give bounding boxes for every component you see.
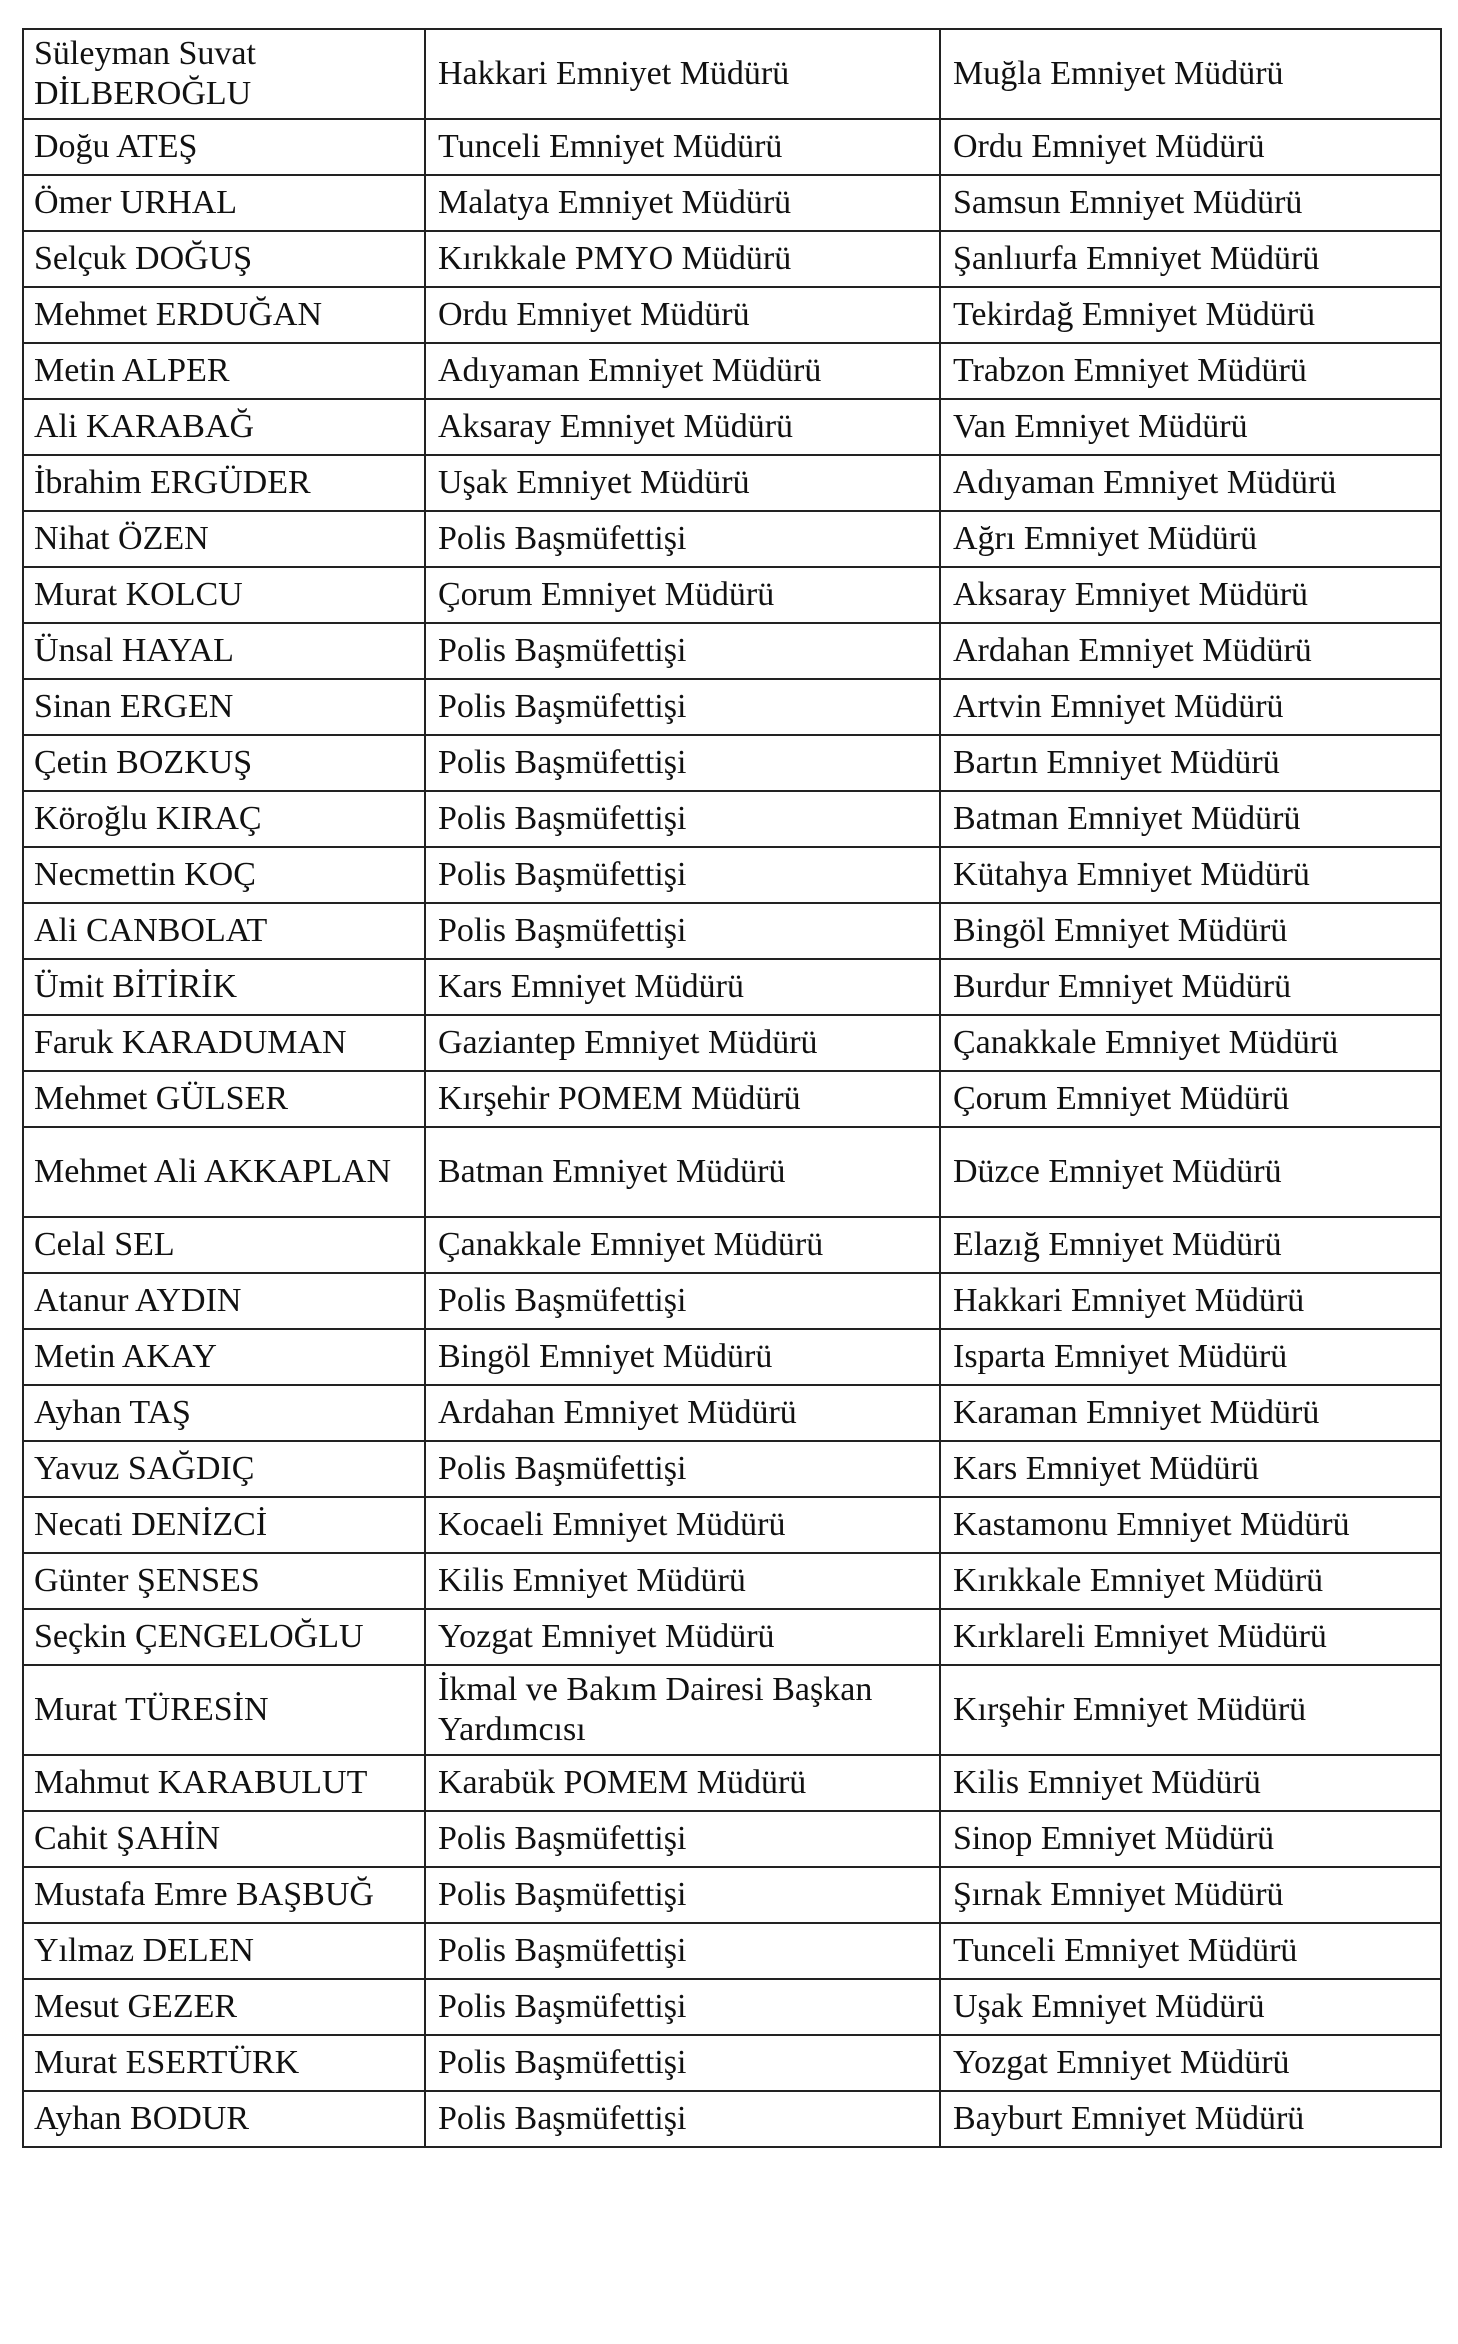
person-name-cell: Mehmet ERDUĞAN bbox=[23, 287, 425, 343]
new-post-cell: Ordu Emniyet Müdürü bbox=[940, 119, 1441, 175]
person-name-cell: Çetin BOZKUŞ bbox=[23, 735, 425, 791]
new-post-cell: Aksaray Emniyet Müdürü bbox=[940, 567, 1441, 623]
table-row bbox=[23, 1867, 1441, 1923]
current-post-cell: Polis Başmüfettişi bbox=[425, 2035, 940, 2091]
person-name-cell: Murat TÜRESİN bbox=[23, 1665, 425, 1755]
person-name-cell: Necmettin KOÇ bbox=[23, 847, 425, 903]
new-post-cell: Kırıkkale Emniyet Müdürü bbox=[940, 1553, 1441, 1609]
current-post-cell: Hakkari Emniyet Müdürü bbox=[425, 29, 940, 119]
new-post-cell: Kilis Emniyet Müdürü bbox=[940, 1755, 1441, 1811]
new-post-cell: Ağrı Emniyet Müdürü bbox=[940, 511, 1441, 567]
person-name-cell: Doğu ATEŞ bbox=[23, 119, 425, 175]
table-row bbox=[23, 567, 1441, 623]
current-post-cell: Ardahan Emniyet Müdürü bbox=[425, 1385, 940, 1441]
new-post-cell: Düzce Emniyet Müdürü bbox=[940, 1127, 1441, 1217]
new-post-cell: Muğla Emniyet Müdürü bbox=[940, 29, 1441, 119]
new-post-cell: Burdur Emniyet Müdürü bbox=[940, 959, 1441, 1015]
person-name-cell: Mehmet GÜLSER bbox=[23, 1071, 425, 1127]
person-name-cell: Ali CANBOLAT bbox=[23, 903, 425, 959]
table-row bbox=[23, 1329, 1441, 1385]
table-row bbox=[23, 1071, 1441, 1127]
new-post-cell: Kırklareli Emniyet Müdürü bbox=[940, 1609, 1441, 1665]
new-post-cell: Isparta Emniyet Müdürü bbox=[940, 1329, 1441, 1385]
current-post-cell: Karabük POMEM Müdürü bbox=[425, 1755, 940, 1811]
table-row bbox=[23, 1127, 1441, 1217]
table-row bbox=[23, 1441, 1441, 1497]
person-name-cell: Necati DENİZCİ bbox=[23, 1497, 425, 1553]
new-post-cell: Yozgat Emniyet Müdürü bbox=[940, 2035, 1441, 2091]
current-post-cell: Aksaray Emniyet Müdürü bbox=[425, 399, 940, 455]
current-post-cell: Polis Başmüfettişi bbox=[425, 1811, 940, 1867]
table-row bbox=[23, 1665, 1441, 1755]
new-post-cell: Çorum Emniyet Müdürü bbox=[940, 1071, 1441, 1127]
new-post-cell: Şırnak Emniyet Müdürü bbox=[940, 1867, 1441, 1923]
person-name-cell: Süleyman Suvat DİLBEROĞLU bbox=[23, 29, 425, 119]
person-name-cell: Cahit ŞAHİN bbox=[23, 1811, 425, 1867]
current-post-cell: Polis Başmüfettişi bbox=[425, 847, 940, 903]
new-post-cell: Trabzon Emniyet Müdürü bbox=[940, 343, 1441, 399]
current-post-cell: Yozgat Emniyet Müdürü bbox=[425, 1609, 940, 1665]
person-name-cell: Ünsal HAYAL bbox=[23, 623, 425, 679]
current-post-cell: Batman Emniyet Müdürü bbox=[425, 1127, 940, 1217]
new-post-cell: Karaman Emniyet Müdürü bbox=[940, 1385, 1441, 1441]
person-name-cell: Ümit BİTİRİK bbox=[23, 959, 425, 1015]
table-row bbox=[23, 175, 1441, 231]
table-row bbox=[23, 735, 1441, 791]
table-row bbox=[23, 1273, 1441, 1329]
new-post-cell: Sinop Emniyet Müdürü bbox=[940, 1811, 1441, 1867]
person-name-cell: Mahmut KARABULUT bbox=[23, 1755, 425, 1811]
new-post-cell: Adıyaman Emniyet Müdürü bbox=[940, 455, 1441, 511]
current-post-cell: Bingöl Emniyet Müdürü bbox=[425, 1329, 940, 1385]
table-row bbox=[23, 2035, 1441, 2091]
person-name-cell: Celal SEL bbox=[23, 1217, 425, 1273]
person-name-cell: Murat ESERTÜRK bbox=[23, 2035, 425, 2091]
person-name-cell: Atanur AYDIN bbox=[23, 1273, 425, 1329]
appointments-table bbox=[22, 28, 1442, 2148]
new-post-cell: Tekirdağ Emniyet Müdürü bbox=[940, 287, 1441, 343]
person-name-cell: Yavuz SAĞDIÇ bbox=[23, 1441, 425, 1497]
current-post-cell: Gaziantep Emniyet Müdürü bbox=[425, 1015, 940, 1071]
new-post-cell: Kars Emniyet Müdürü bbox=[940, 1441, 1441, 1497]
person-name-cell: Sinan ERGEN bbox=[23, 679, 425, 735]
current-post-cell: Polis Başmüfettişi bbox=[425, 1441, 940, 1497]
person-name-cell: Seçkin ÇENGELOĞLU bbox=[23, 1609, 425, 1665]
new-post-cell: Çanakkale Emniyet Müdürü bbox=[940, 1015, 1441, 1071]
current-post-cell: Polis Başmüfettişi bbox=[425, 735, 940, 791]
current-post-cell: Tunceli Emniyet Müdürü bbox=[425, 119, 940, 175]
table-row bbox=[23, 679, 1441, 735]
new-post-cell: Uşak Emniyet Müdürü bbox=[940, 1979, 1441, 2035]
table-row bbox=[23, 455, 1441, 511]
table-row bbox=[23, 1385, 1441, 1441]
new-post-cell: Van Emniyet Müdürü bbox=[940, 399, 1441, 455]
table-row bbox=[23, 1755, 1441, 1811]
current-post-cell: Adıyaman Emniyet Müdürü bbox=[425, 343, 940, 399]
person-name-cell: Mehmet Ali AKKAPLAN bbox=[23, 1127, 425, 1217]
appointments-table-body bbox=[23, 29, 1441, 2147]
table-row bbox=[23, 231, 1441, 287]
new-post-cell: Bartın Emniyet Müdürü bbox=[940, 735, 1441, 791]
current-post-cell: Kocaeli Emniyet Müdürü bbox=[425, 1497, 940, 1553]
current-post-cell: İkmal ve Bakım Dairesi Başkan Yardımcısı bbox=[425, 1665, 940, 1755]
new-post-cell: Batman Emniyet Müdürü bbox=[940, 791, 1441, 847]
person-name-cell: Günter ŞENSES bbox=[23, 1553, 425, 1609]
current-post-cell: Polis Başmüfettişi bbox=[425, 1867, 940, 1923]
current-post-cell: Polis Başmüfettişi bbox=[425, 1979, 940, 2035]
current-post-cell: Malatya Emniyet Müdürü bbox=[425, 175, 940, 231]
table-row bbox=[23, 1553, 1441, 1609]
current-post-cell: Polis Başmüfettişi bbox=[425, 679, 940, 735]
table-row bbox=[23, 399, 1441, 455]
current-post-cell: Kilis Emniyet Müdürü bbox=[425, 1553, 940, 1609]
new-post-cell: Şanlıurfa Emniyet Müdürü bbox=[940, 231, 1441, 287]
new-post-cell: Tunceli Emniyet Müdürü bbox=[940, 1923, 1441, 1979]
person-name-cell: Murat KOLCU bbox=[23, 567, 425, 623]
current-post-cell: Polis Başmüfettişi bbox=[425, 1273, 940, 1329]
current-post-cell: Kırıkkale PMYO Müdürü bbox=[425, 231, 940, 287]
person-name-cell: Ayhan BODUR bbox=[23, 2091, 425, 2147]
new-post-cell: Kütahya Emniyet Müdürü bbox=[940, 847, 1441, 903]
current-post-cell: Çorum Emniyet Müdürü bbox=[425, 567, 940, 623]
current-post-cell: Uşak Emniyet Müdürü bbox=[425, 455, 940, 511]
person-name-cell: Yılmaz DELEN bbox=[23, 1923, 425, 1979]
table-row bbox=[23, 1609, 1441, 1665]
current-post-cell: Polis Başmüfettişi bbox=[425, 903, 940, 959]
person-name-cell: Mustafa Emre BAŞBUĞ bbox=[23, 1867, 425, 1923]
current-post-cell: Polis Başmüfettişi bbox=[425, 1923, 940, 1979]
table-row bbox=[23, 903, 1441, 959]
person-name-cell: Köroğlu KIRAÇ bbox=[23, 791, 425, 847]
current-post-cell: Kırşehir POMEM Müdürü bbox=[425, 1071, 940, 1127]
table-row bbox=[23, 511, 1441, 567]
person-name-cell: Metin AKAY bbox=[23, 1329, 425, 1385]
table-row bbox=[23, 1217, 1441, 1273]
new-post-cell: Hakkari Emniyet Müdürü bbox=[940, 1273, 1441, 1329]
table-row bbox=[23, 1497, 1441, 1553]
person-name-cell: Mesut GEZER bbox=[23, 1979, 425, 2035]
new-post-cell: Kırşehir Emniyet Müdürü bbox=[940, 1665, 1441, 1755]
table-row bbox=[23, 119, 1441, 175]
current-post-cell: Ordu Emniyet Müdürü bbox=[425, 287, 940, 343]
current-post-cell: Kars Emniyet Müdürü bbox=[425, 959, 940, 1015]
current-post-cell: Polis Başmüfettişi bbox=[425, 791, 940, 847]
person-name-cell: Ömer URHAL bbox=[23, 175, 425, 231]
table-row bbox=[23, 623, 1441, 679]
table-row bbox=[23, 959, 1441, 1015]
new-post-cell: Bingöl Emniyet Müdürü bbox=[940, 903, 1441, 959]
person-name-cell: Selçuk DOĞUŞ bbox=[23, 231, 425, 287]
current-post-cell: Polis Başmüfettişi bbox=[425, 511, 940, 567]
person-name-cell: İbrahim ERGÜDER bbox=[23, 455, 425, 511]
new-post-cell: Artvin Emniyet Müdürü bbox=[940, 679, 1441, 735]
new-post-cell: Bayburt Emniyet Müdürü bbox=[940, 2091, 1441, 2147]
person-name-cell: Ayhan TAŞ bbox=[23, 1385, 425, 1441]
table-row bbox=[23, 847, 1441, 903]
current-post-cell: Çanakkale Emniyet Müdürü bbox=[425, 1217, 940, 1273]
current-post-cell: Polis Başmüfettişi bbox=[425, 2091, 940, 2147]
new-post-cell: Samsun Emniyet Müdürü bbox=[940, 175, 1441, 231]
person-name-cell: Ali KARABAĞ bbox=[23, 399, 425, 455]
table-row bbox=[23, 1979, 1441, 2035]
table-row bbox=[23, 29, 1441, 119]
table-row bbox=[23, 1923, 1441, 1979]
table-row bbox=[23, 343, 1441, 399]
person-name-cell: Faruk KARADUMAN bbox=[23, 1015, 425, 1071]
current-post-cell: Polis Başmüfettişi bbox=[425, 623, 940, 679]
table-row bbox=[23, 1811, 1441, 1867]
new-post-cell: Elazığ Emniyet Müdürü bbox=[940, 1217, 1441, 1273]
table-row bbox=[23, 287, 1441, 343]
new-post-cell: Ardahan Emniyet Müdürü bbox=[940, 623, 1441, 679]
person-name-cell: Nihat ÖZEN bbox=[23, 511, 425, 567]
new-post-cell: Kastamonu Emniyet Müdürü bbox=[940, 1497, 1441, 1553]
table-row bbox=[23, 1015, 1441, 1071]
table-row bbox=[23, 2091, 1441, 2147]
person-name-cell: Metin ALPER bbox=[23, 343, 425, 399]
table-row bbox=[23, 791, 1441, 847]
